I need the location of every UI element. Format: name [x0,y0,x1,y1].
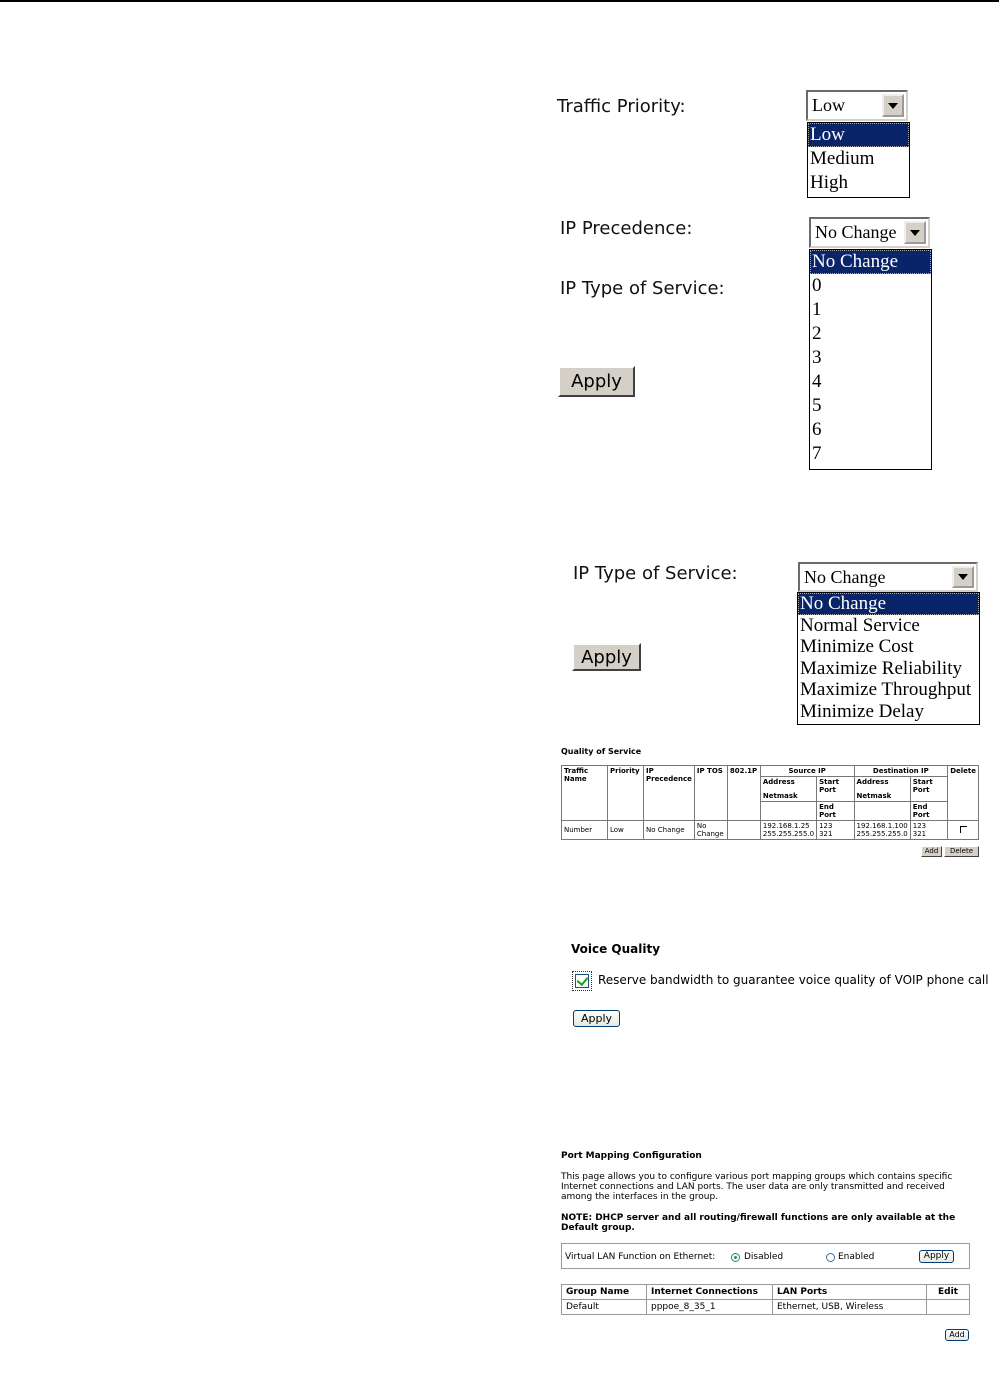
qos-cell-dst-start: 123 [912,822,927,830]
port-mapping-note: NOTE: DHCP server and all routing/firewall functions are only available at the Default group. [561,1213,956,1233]
ip-tos-label: IP Type of Service: [573,563,738,584]
chevron-down-icon[interactable] [952,566,974,588]
qos-header-dst-address-label: Address [856,778,889,786]
qos-header-src-address-label: Address [762,778,795,786]
ip-precedence-option[interactable]: 2 [812,323,822,344]
qos-header-destination-ip: Destination IP [854,766,948,777]
ip-precedence-label: IP Precedence: [560,218,693,239]
vlan-disabled-label: Disabled [744,1252,784,1262]
qos-header-filler [854,802,910,821]
ip-precedence-option[interactable]: 7 [812,443,822,464]
pm-header-connections: Internet Connections [647,1285,773,1300]
ip-tos-option[interactable]: Minimize Delay [800,701,924,722]
qos-cell-dst-netmask: 255.255.255.0 [856,830,908,838]
ip-tos-option[interactable]: No Change [798,593,979,615]
qos-cell-tos: No Change [694,821,727,840]
voice-reserve-label: Reserve bandwidth to guarantee voice quality of VOIP phone call [598,973,989,987]
qos-header-delete: Delete [948,766,979,821]
port-mapping-description: This page allows you to configure various port mapping groups which contains specific Internet connections and LAN ports. The user data are only transmitted and received among the interfaces in the group. [561,1172,953,1202]
ip-tos-selected: No Change [804,567,886,587]
traffic-priority-dropdown [807,122,910,198]
pm-cell-connections: pppoe_8_35_1 [647,1300,773,1315]
vlan-function-label: Virtual LAN Function on Ethernet: [565,1252,716,1262]
qos-cell-8021p [727,821,760,840]
qos-cell-name: Number [562,821,608,840]
qos-cell-dst-address: 192.168.1.100 [856,822,908,830]
ip-precedence-option[interactable]: 1 [812,299,822,320]
port-mapping-table [561,1284,970,1315]
top-rule [0,0,999,2]
ip-precedence-dropdown [809,249,932,470]
qos-header-dst-netmask-label: Netmask [856,792,892,800]
qos-header-dst-address [854,777,910,802]
qos-header-filler [760,802,816,821]
pm-header-group: Group Name [562,1285,647,1300]
ip-tos-dropdown [797,592,980,725]
ip-precedence-select[interactable] [809,217,930,248]
qos-header-source-ip: Source IP [760,766,854,777]
delete-checkbox[interactable] [960,826,967,833]
chevron-down-icon[interactable] [904,221,926,244]
pm-header-edit: Edit [927,1285,970,1300]
qos-cell-src-ports [817,821,854,840]
ip-precedence-option[interactable]: 4 [812,371,822,392]
qos-header-precedence: IP Precedence [644,766,695,821]
qos-cell-src-ip [760,821,816,840]
qos-cell-src-address: 192.168.1.25 [762,822,810,830]
ip-precedence-option[interactable]: 5 [812,395,822,416]
ip-tos-label: IP Type of Service: [560,278,725,299]
ip-precedence-option[interactable]: 3 [812,347,822,368]
qos-cell-src-netmask: 255.255.255.0 [762,830,815,838]
qos-cell-dst-end: 321 [912,830,927,838]
pm-cell-edit [927,1300,970,1315]
traffic-priority-selected: Low [812,95,845,115]
pm-cell-lan-ports: Ethernet, USB, Wireless [773,1300,927,1315]
ip-precedence-option[interactable]: No Change [810,250,931,274]
traffic-priority-select[interactable] [806,90,908,121]
apply-button[interactable]: Apply [572,643,641,671]
qos-cell-delete [948,821,979,840]
apply-button[interactable]: Apply [558,366,635,397]
qos-header-name: Traffic Name [562,766,608,821]
pm-header-lan-ports: LAN Ports [773,1285,927,1300]
qos-header-priority: Priority [608,766,644,821]
ip-tos-option[interactable]: Minimize Cost [800,636,914,657]
vlan-apply-button[interactable]: Apply [919,1250,954,1263]
qos-header-src-start-port: Start Port [817,777,854,802]
port-mapping-title: Port Mapping Configuration [561,1151,702,1161]
qos-header-8021p: 802.1P [727,766,760,821]
table-row [562,1300,970,1315]
qos-header-tos: IP TOS [694,766,727,821]
ip-tos-option[interactable]: Normal Service [800,615,920,636]
pm-cell-group: Default [562,1300,647,1315]
qos-title: Quality of Service [561,747,642,756]
traffic-priority-label: Traffic Priority: [557,96,686,117]
vlan-enabled-label: Enabled [838,1252,875,1262]
ip-tos-option[interactable]: Maximize Reliability [800,658,962,679]
qos-cell-dst-ports [910,821,947,840]
qos-header-dst-start-port: Start Port [910,777,947,802]
qos-header-src-end-port: End Port [817,802,854,821]
qos-table-row [562,821,979,840]
port-mapping-add-button[interactable]: Add [945,1329,969,1341]
ip-tos-option[interactable]: Maximize Throughput [800,679,972,700]
vlan-enabled-radio[interactable] [826,1253,835,1262]
ip-tos-select[interactable] [798,562,978,592]
ip-precedence-option[interactable]: 6 [812,419,822,440]
qos-delete-button[interactable]: Delete [944,846,979,857]
qos-add-button[interactable]: Add [921,846,942,857]
voice-apply-button[interactable]: Apply [573,1010,620,1027]
chevron-down-icon[interactable] [882,94,904,117]
vlan-disabled-radio[interactable] [731,1253,740,1262]
voice-reserve-checkbox[interactable] [575,974,589,988]
qos-cell-dst-ip [854,821,910,840]
qos-header-src-address [760,777,816,802]
qos-cell-priority: Low [608,821,644,840]
qos-header-dst-end-port: End Port [910,802,947,821]
qos-cell-src-end: 321 [819,830,833,838]
qos-table [561,765,979,840]
qos-cell-precedence: No Change [644,821,695,840]
qos-cell-src-start: 123 [819,822,833,830]
traffic-priority-option[interactable]: Medium [810,148,875,169]
voice-quality-title: Voice Quality [571,942,661,956]
traffic-priority-option[interactable]: Low [808,123,909,147]
ip-precedence-option[interactable]: 0 [812,275,822,296]
qos-header-src-netmask-label: Netmask [762,792,798,800]
traffic-priority-option[interactable]: High [810,172,848,193]
ip-precedence-selected: No Change [815,222,897,242]
